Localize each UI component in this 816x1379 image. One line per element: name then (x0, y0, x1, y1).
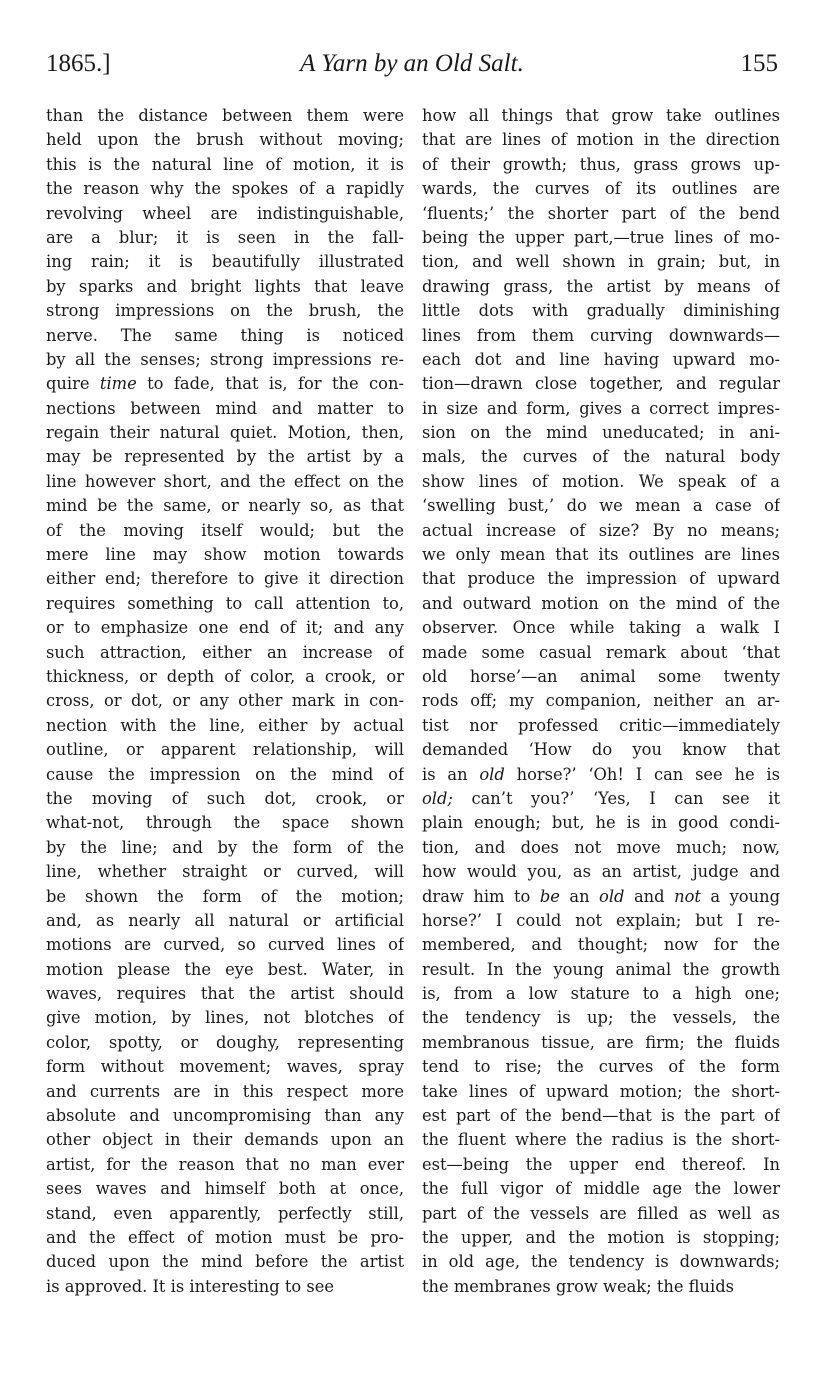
right-column-line: tion—drawn close together, and regular (422, 374, 780, 394)
left-column-line: motion please the eye best. Water, in (46, 959, 404, 979)
header-year: 1865.] (46, 50, 111, 77)
right-column-line: tion, and does not move much; now, (422, 837, 780, 857)
left-column-line: strong impressions on the brush, the (46, 301, 404, 321)
right-column-line: part of the vessels are filled as well as (422, 1203, 780, 1223)
left-column-line: outline, or apparent relationship, will (46, 740, 404, 760)
left-column-line: absolute and uncompromising than any (46, 1106, 404, 1126)
right-column-line: each dot and line having upward mo- (422, 349, 780, 369)
right-column-line: in old age, the tendency is downwards; (422, 1252, 780, 1272)
right-column-line: is, from a low stature to a high one; (422, 984, 780, 1004)
left-column-line: waves, requires that the artist should (46, 984, 404, 1004)
right-column-line: mals, the curves of the natural body (422, 447, 780, 467)
right-column-line: horse?’ I could not explain; but I re- (422, 910, 780, 930)
left-column-line: by sparks and bright lights that leave (46, 276, 404, 296)
left-column-line: may be represented by the artist by a (46, 447, 404, 467)
right-column-line: membranous tissue, are firm; the fluids (422, 1032, 780, 1052)
right-column-line: we only mean that its outlines are lines (422, 545, 780, 565)
left-column-line: this is the natural line of motion, it is (46, 154, 404, 174)
right-column-line: that produce the impression of upward (422, 569, 780, 589)
left-column-line: line, whether straight or curved, will (46, 862, 404, 882)
left-column-line: quire time to fade, that is, for the con- (46, 374, 404, 394)
right-column-line: tion, and well shown in grain; but, in (422, 252, 780, 272)
left-column-line: be shown the form of the motion; (46, 886, 404, 906)
right-text-column (422, 104, 780, 1299)
left-column-line: stand, even apparently, perfectly still, (46, 1203, 404, 1223)
right-column-line: tend to rise; the curves of the form (422, 1057, 780, 1077)
running-header (46, 50, 778, 82)
left-column-line: and, as nearly all natural or artificial (46, 910, 404, 930)
right-column-line: made some casual remark about ‘that (422, 642, 780, 662)
left-column-line: color, spotty, or doughy, representing (46, 1032, 404, 1052)
left-column-line: give motion, by lines, not blotches of (46, 1008, 404, 1028)
left-column-line: nection with the line, either by actual (46, 715, 404, 735)
right-column-line: draw him to be an old and not a young (422, 886, 780, 906)
left-column-line: ing rain; it is beautifully illustrated (46, 252, 404, 272)
right-column-line: and outward motion on the mind of the (422, 593, 780, 613)
left-text-column (46, 104, 404, 1299)
right-column-line: in size and form, gives a correct impres- (422, 398, 780, 418)
right-column-line: est part of the bend—that is the part of (422, 1106, 780, 1126)
left-column-line: is approved. It is interesting to see (46, 1276, 334, 1296)
right-column-line: of their growth; thus, grass grows up- (422, 154, 780, 174)
left-column-line: mind be the same, or nearly so, as that (46, 496, 404, 516)
right-column-line: the tendency is up; the vessels, the (422, 1008, 780, 1028)
left-column-line: either end; therefore to give it direction (46, 569, 404, 589)
right-column-line: drawing grass, the artist by means of (422, 276, 780, 296)
left-column-line: other object in their demands upon an (46, 1130, 404, 1150)
right-column-line: wards, the curves of its outlines are (422, 179, 780, 199)
left-column-line: line however short, and the effect on the (46, 471, 404, 491)
right-column-line: sion on the mind uneducated; in ani- (422, 423, 780, 443)
right-column-line: is an old horse?’ ‘Oh! I can see he is (422, 764, 780, 784)
right-column-line: result. In the young animal the growth (422, 959, 780, 979)
right-column-line: the membranes grow weak; the fluids (422, 1276, 735, 1296)
right-column-line: demanded ‘How do you know that (422, 740, 780, 760)
left-column-line: form without movement; waves, spray (46, 1057, 404, 1077)
right-column-line: old; can’t you?’ ‘Yes, I can see it (422, 788, 780, 808)
right-column-line: being the upper part,—true lines of mo- (422, 227, 780, 247)
right-column-line: the fluent where the radius is the short- (422, 1130, 780, 1150)
left-column-line: and currents are in this respect more (46, 1081, 404, 1101)
left-column-line: such attraction, either an increase of (46, 642, 404, 662)
left-column-line: requires something to call attention to, (46, 593, 404, 613)
left-column-line: of the moving itself would; but the (46, 520, 404, 540)
right-column-line: est—being the upper end thereof. In (422, 1154, 780, 1174)
page-number: 155 (740, 50, 778, 77)
left-column-line: by all the senses; strong impressions re- (46, 349, 404, 369)
right-column-line: rods off; my companion, neither an ar- (422, 691, 780, 711)
right-column-line: that are lines of motion in the direction (422, 130, 780, 150)
right-column-line: show lines of motion. We speak of a (422, 471, 780, 491)
left-column-line: the reason why the spokes of a rapidly (46, 179, 404, 199)
left-column-line: artist, for the reason that no man ever (46, 1154, 404, 1174)
right-column-line: membered, and thought; now for the (422, 935, 780, 955)
left-column-line: nerve. The same thing is noticed (46, 325, 404, 345)
right-column-line: take lines of upward motion; the short- (422, 1081, 780, 1101)
left-column-line: sees waves and himself both at once, (46, 1179, 404, 1199)
right-column-line: how all things that grow take outlines (422, 106, 780, 125)
right-column-line: the full vigor of middle age the lower (422, 1179, 780, 1199)
left-column-line: the moving of such dot, crook, or (46, 788, 404, 808)
right-column-line: old horse’—an animal some twenty (422, 666, 780, 686)
right-column-line: observer. Once while taking a walk I (422, 618, 780, 638)
left-column-line: cross, or dot, or any other mark in con- (46, 691, 404, 711)
left-column-line: cause the impression on the mind of (46, 764, 404, 784)
left-column-line: than the distance between them were (46, 106, 404, 125)
right-column-line: ‘swelling bust,’ do we mean a case of (422, 496, 780, 516)
left-column-line: what-not, through the space shown (46, 813, 404, 833)
right-column-line: how would you, as an artist, judge and (422, 862, 780, 882)
left-column-line: held upon the brush without moving; (46, 130, 404, 150)
left-column-line: thickness, or depth of color, a crook, or (46, 666, 404, 686)
left-column-line: by the line; and by the form of the (46, 837, 404, 857)
left-column-line: or to emphasize one end of it; and any (46, 618, 404, 638)
right-column-line: actual increase of size? By no means; (422, 520, 780, 540)
right-column-line: little dots with gradually diminishing (422, 301, 780, 321)
right-column-line: lines from them curving downwards— (422, 325, 780, 345)
header-title: A Yarn by an Old Salt. (300, 50, 524, 77)
left-column-line: mere line may show motion towards (46, 545, 404, 565)
right-column-line: tist nor professed critic—immediately (422, 715, 780, 735)
right-column-line: plain enough; but, he is in good condi- (422, 813, 780, 833)
right-column-line: the upper, and the motion is stopping; (422, 1227, 780, 1247)
left-column-line: nections between mind and matter to (46, 398, 404, 418)
left-column-line: duced upon the mind before the artist (46, 1252, 404, 1272)
left-column-line: are a blur; it is seen in the fall- (46, 227, 404, 247)
left-column-line: regain their natural quiet. Motion, then, (46, 423, 404, 443)
left-column-line: and the effect of motion must be pro- (46, 1227, 404, 1247)
left-column-line: revolving wheel are indistinguishable, (46, 203, 404, 223)
right-column-line: ‘fluents;’ the shorter part of the bend (422, 203, 780, 223)
left-column-line: motions are curved, so curved lines of (46, 935, 404, 955)
